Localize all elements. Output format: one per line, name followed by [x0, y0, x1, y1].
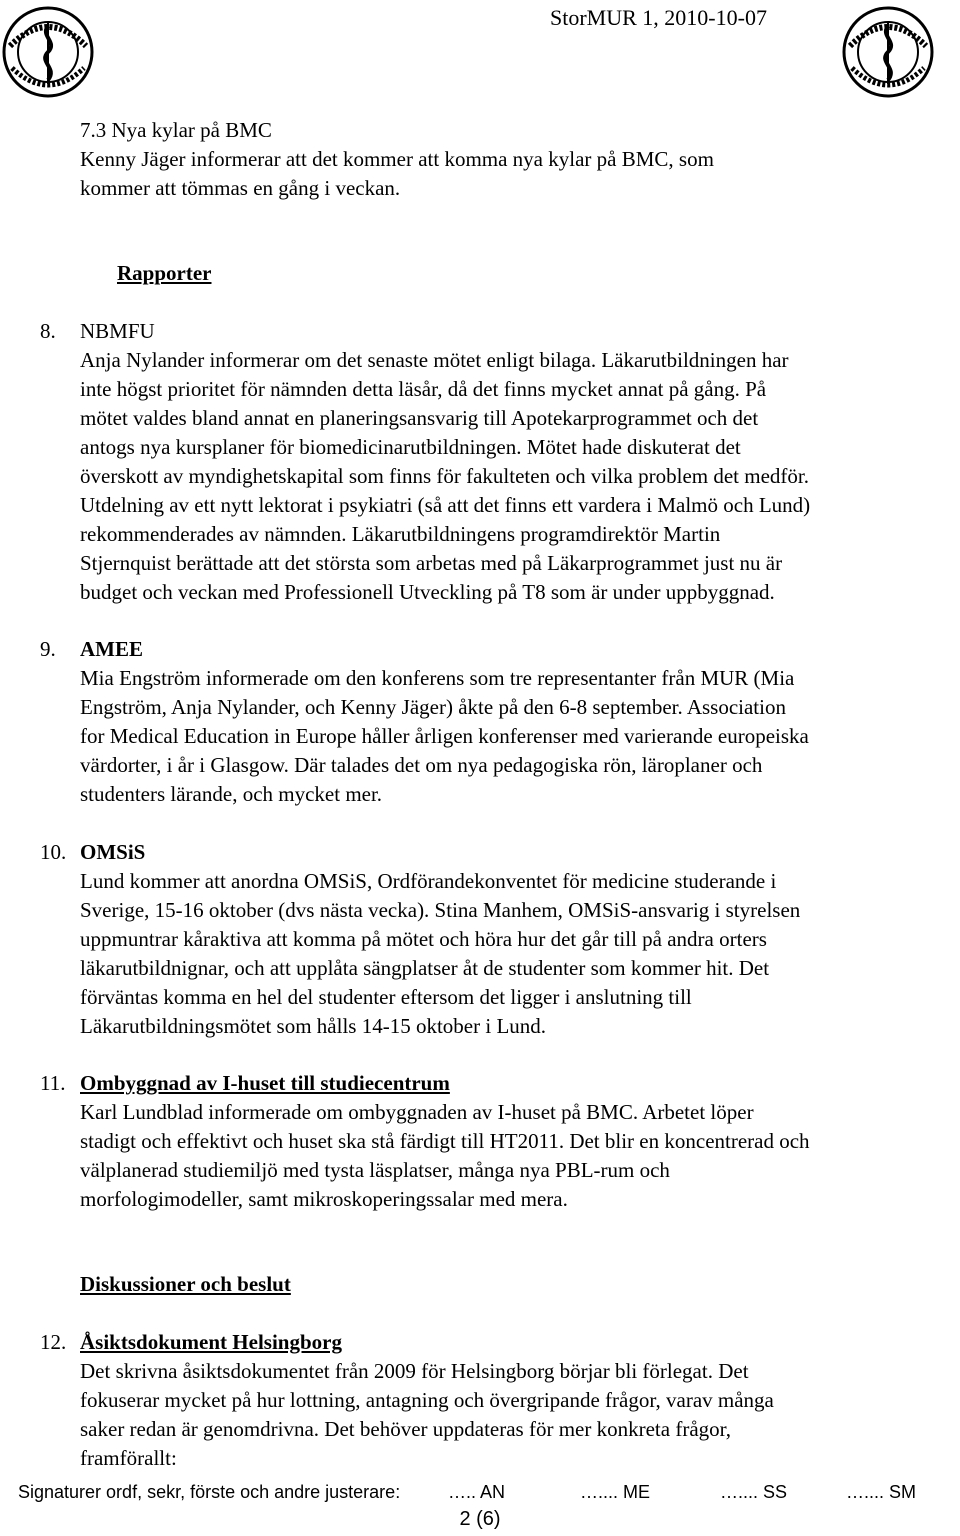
document-header-title: StorMUR 1, 2010-10-07	[550, 5, 767, 30]
item-number-7-3: 7.3 Nya kylar på BMC	[80, 118, 272, 142]
society-seal-logo-left	[0, 6, 104, 102]
section-title-rapporter: Rapporter	[117, 261, 212, 285]
item-text-10: Lund kommer att anordna OMSiS, Ordförandekonventet för medicine studerande i Sverige, 15-16 oktober (dvs nästa vecka). Stina Manhem, OMSiS-ansvarig i styrelsen uppmuntrar kåraktiva att komma på mötet och höra hur det går till på andra orters läkarutbildnignar, och att upplåta sängplatser åt de studenter som kommer hit. Det förväntas komma en hel del studenter eftersom det ligger i anslutning till Läkarutbildningsmötet som hålls 14-15 oktober i Lund.	[80, 869, 801, 1038]
item-title-9: AMEE	[80, 637, 143, 661]
item-title-10: OMSiS	[80, 840, 146, 864]
signature-ss: ….... SS	[720, 1482, 788, 1502]
item-number-11: 11.	[40, 1071, 66, 1095]
item-title-8: NBMFU	[80, 319, 155, 343]
page-number: 2 (6)	[459, 1508, 501, 1530]
item-text-12: Det skrivna åsiktsdokumentet från 2009 för Helsingborg börjar bli förlegat. Det fokuserar mycket på hur lottning, antagning och övergripande frågor, varav många saker redan är genomdrivna. Det behöver uppdateras för mer konkreta frågor, framförallt:	[80, 1359, 774, 1470]
item-title-7-3: Nya kylar på BMC	[111, 118, 272, 142]
item-number-9: 9.	[40, 637, 56, 661]
signature-me: ….... ME	[580, 1482, 651, 1502]
item-number-10: 10.	[40, 840, 67, 864]
signature-sm: ….... SM	[846, 1482, 917, 1502]
signature-label: Signaturer ordf, sekr, förste och andre justerare:	[18, 1482, 401, 1502]
society-seal-logo-right	[832, 6, 936, 102]
item-text-7-3: Kenny Jäger informerar att det kommer att komma nya kylar på BMC, som kommer att tömmas en gång i veckan.	[80, 147, 714, 200]
item-number-12: 12.	[40, 1330, 67, 1354]
item-title-12: Åsiktsdokument Helsingborg	[80, 1330, 342, 1354]
section-title-diskussioner: Diskussioner och beslut	[80, 1272, 291, 1296]
item-text-11: Karl Lundblad informerade om ombyggnaden av I-huset på BMC. Arbetet löper stadigt och effektivt och huset ska stå färdigt till HT2011. Det blir en koncentrerad och välplanerad studiemiljö med tysta läsplatser, många nya PBL-rum och morfologimodeller, samt mikroskoperingssalar med mera.	[80, 1100, 810, 1211]
item-text-9: Mia Engström informerade om den konferens som tre representanter från MUR (Mia Engström, Anja Nylander, och Kenny Jäger) åkte på den 6-8 september. Association for Medical Education in Europe håller årligen konferenser med varierande europeiska värdorter, i år i Glasgow. Där talades det om nya pedagogiska rön, läroplaner och studenters lärande, och mycket mer.	[80, 666, 809, 806]
signature-an: ….. AN	[448, 1482, 506, 1502]
item-text-8: Anja Nylander informerar om det senaste mötet enligt bilaga. Läkarutbildningen har inte högst prioritet för nämnden detta läsår, då det finns mycket annat på gång. På mötet valdes bland annat en planeringsansvarig till Apotekarprogrammet och det antogs nya kursplaner för biomedicinarutbildningen. Mötet hade diskuterat det överskott av myndighetskapital som finns för fakulteten och vilka problem det medför. Utdelning av ett nytt lektorat i psykiatri (så att det finns ett vardera i Malmö och Lund) rekommenderades av nämnden. Läkarutbildningens programdirektör Martin Stjernquist berättade att det största som arbetas med på Läkarprogrammet just nu är budget och veckan med Professionell Utveckling på T8 som är under uppbyggnad.	[80, 348, 811, 604]
item-title-11: Ombyggnad av I-huset till studiecentrum	[80, 1071, 450, 1095]
item-number-8: 8.	[40, 319, 56, 343]
